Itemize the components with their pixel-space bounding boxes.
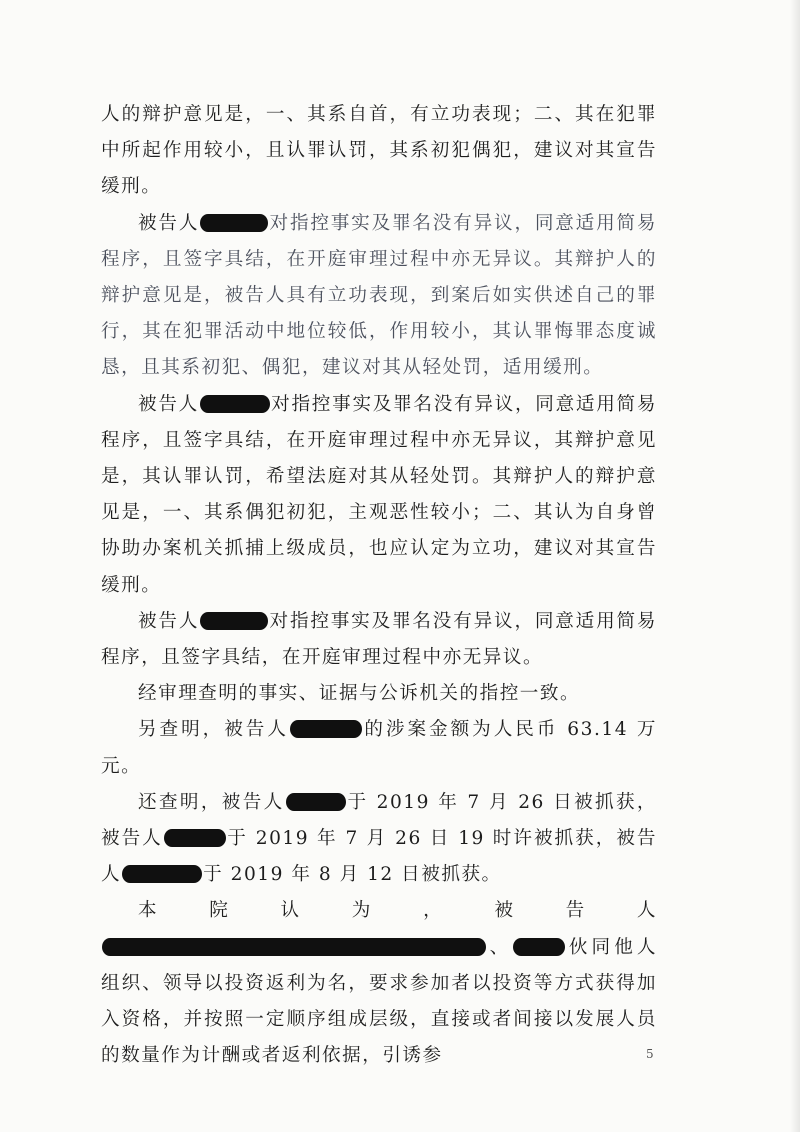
redaction-mark [200,214,268,232]
text-run: 对指控事实及罪名没有异议，同意适用简易程序，且签字具结，在开庭审理过程中亦无异议。 [101,610,657,669]
text-run: 对指控事实及罪名没有异议，同意适用简易程序，且签字具结，在开庭审理过程中亦无异议，其辩护意见是，其认罪认罚，希望法庭对其从轻处罚。其辩护人的辩护意见是，一、其系偶犯初犯，主观恶性较小；二、其认为自身曾协助办案机关抓捕上级成员，也应认定为立功，建议对其宣告缓刑。 [101,393,657,596]
text-run: 于 2019 年 8 月 12 日被抓获。 [203,864,502,886]
paragraph-4 [101,604,657,676]
text-run: 人的辩护意见是，一、其系自首，有立功表现；二、其在犯罪中所起作用较小，且认罪认罚，其系初犯偶犯，建议对其宣告缓刑。 [101,104,657,198]
paragraph-2 [101,206,657,387]
scan-edge-shadow [790,0,800,1132]
paragraph-6 [101,712,657,784]
redaction-mark [286,793,346,811]
text-run: 另查明，被告人 [138,719,289,741]
text-run: 于 2019 年 7 月 26 日被抓获，被告人 [101,791,657,850]
text-run: 还查明，被告人 [138,791,285,813]
redaction-mark [200,612,268,630]
redaction-mark [122,865,202,883]
redaction-mark [290,720,362,738]
text-run: 被告人 [138,610,200,632]
redaction-mark [513,938,565,956]
text-run: 本院认为，被告人 [138,900,657,922]
page-number: 5 [646,1047,654,1061]
text-run: 对指控事实及罪名没有异议，同意适用简易程序，且签字具结，在开庭审理过程中亦无异议。其辩护人的辩护意见是，被告人具有立功表现，到案后如实供述自己的罪行，其在犯罪活动中地位较低，作用较小，其认罪悔罪态度诚恳，且其系初犯、偶犯，建议对其从轻处罚，适用缓刑。 [101,212,657,379]
text-run: 经审理查明的事实、证据与公诉机关的指控一致。 [138,683,581,705]
paragraph-1 [101,97,657,206]
text-run: 被告人 [138,212,200,234]
text-run: 的涉案金额为人民币 63.14 万元。 [101,719,657,777]
paragraph-5 [101,676,657,712]
text-run: 、 [487,936,513,958]
redaction-mark [102,938,486,956]
text-run: 于 2019 年 7 月 26 日 19 时许被抓获，被告人 [101,828,657,886]
body-text [101,97,657,1074]
text-run: 伙同他人组织、领导以投资返利为名，要求参加者以投资等方式获得加入资格，并按照一定顺序组成层级，直接或者间接以发展人员的数量作为计酬或者返利依据，引诱参 [101,936,657,1067]
text-run: 被告人 [138,393,199,415]
paragraph-8 [101,893,657,1074]
redaction-mark [200,395,270,413]
paragraph-3 [101,387,657,604]
redaction-mark [164,829,226,847]
paragraph-7 [101,785,657,894]
